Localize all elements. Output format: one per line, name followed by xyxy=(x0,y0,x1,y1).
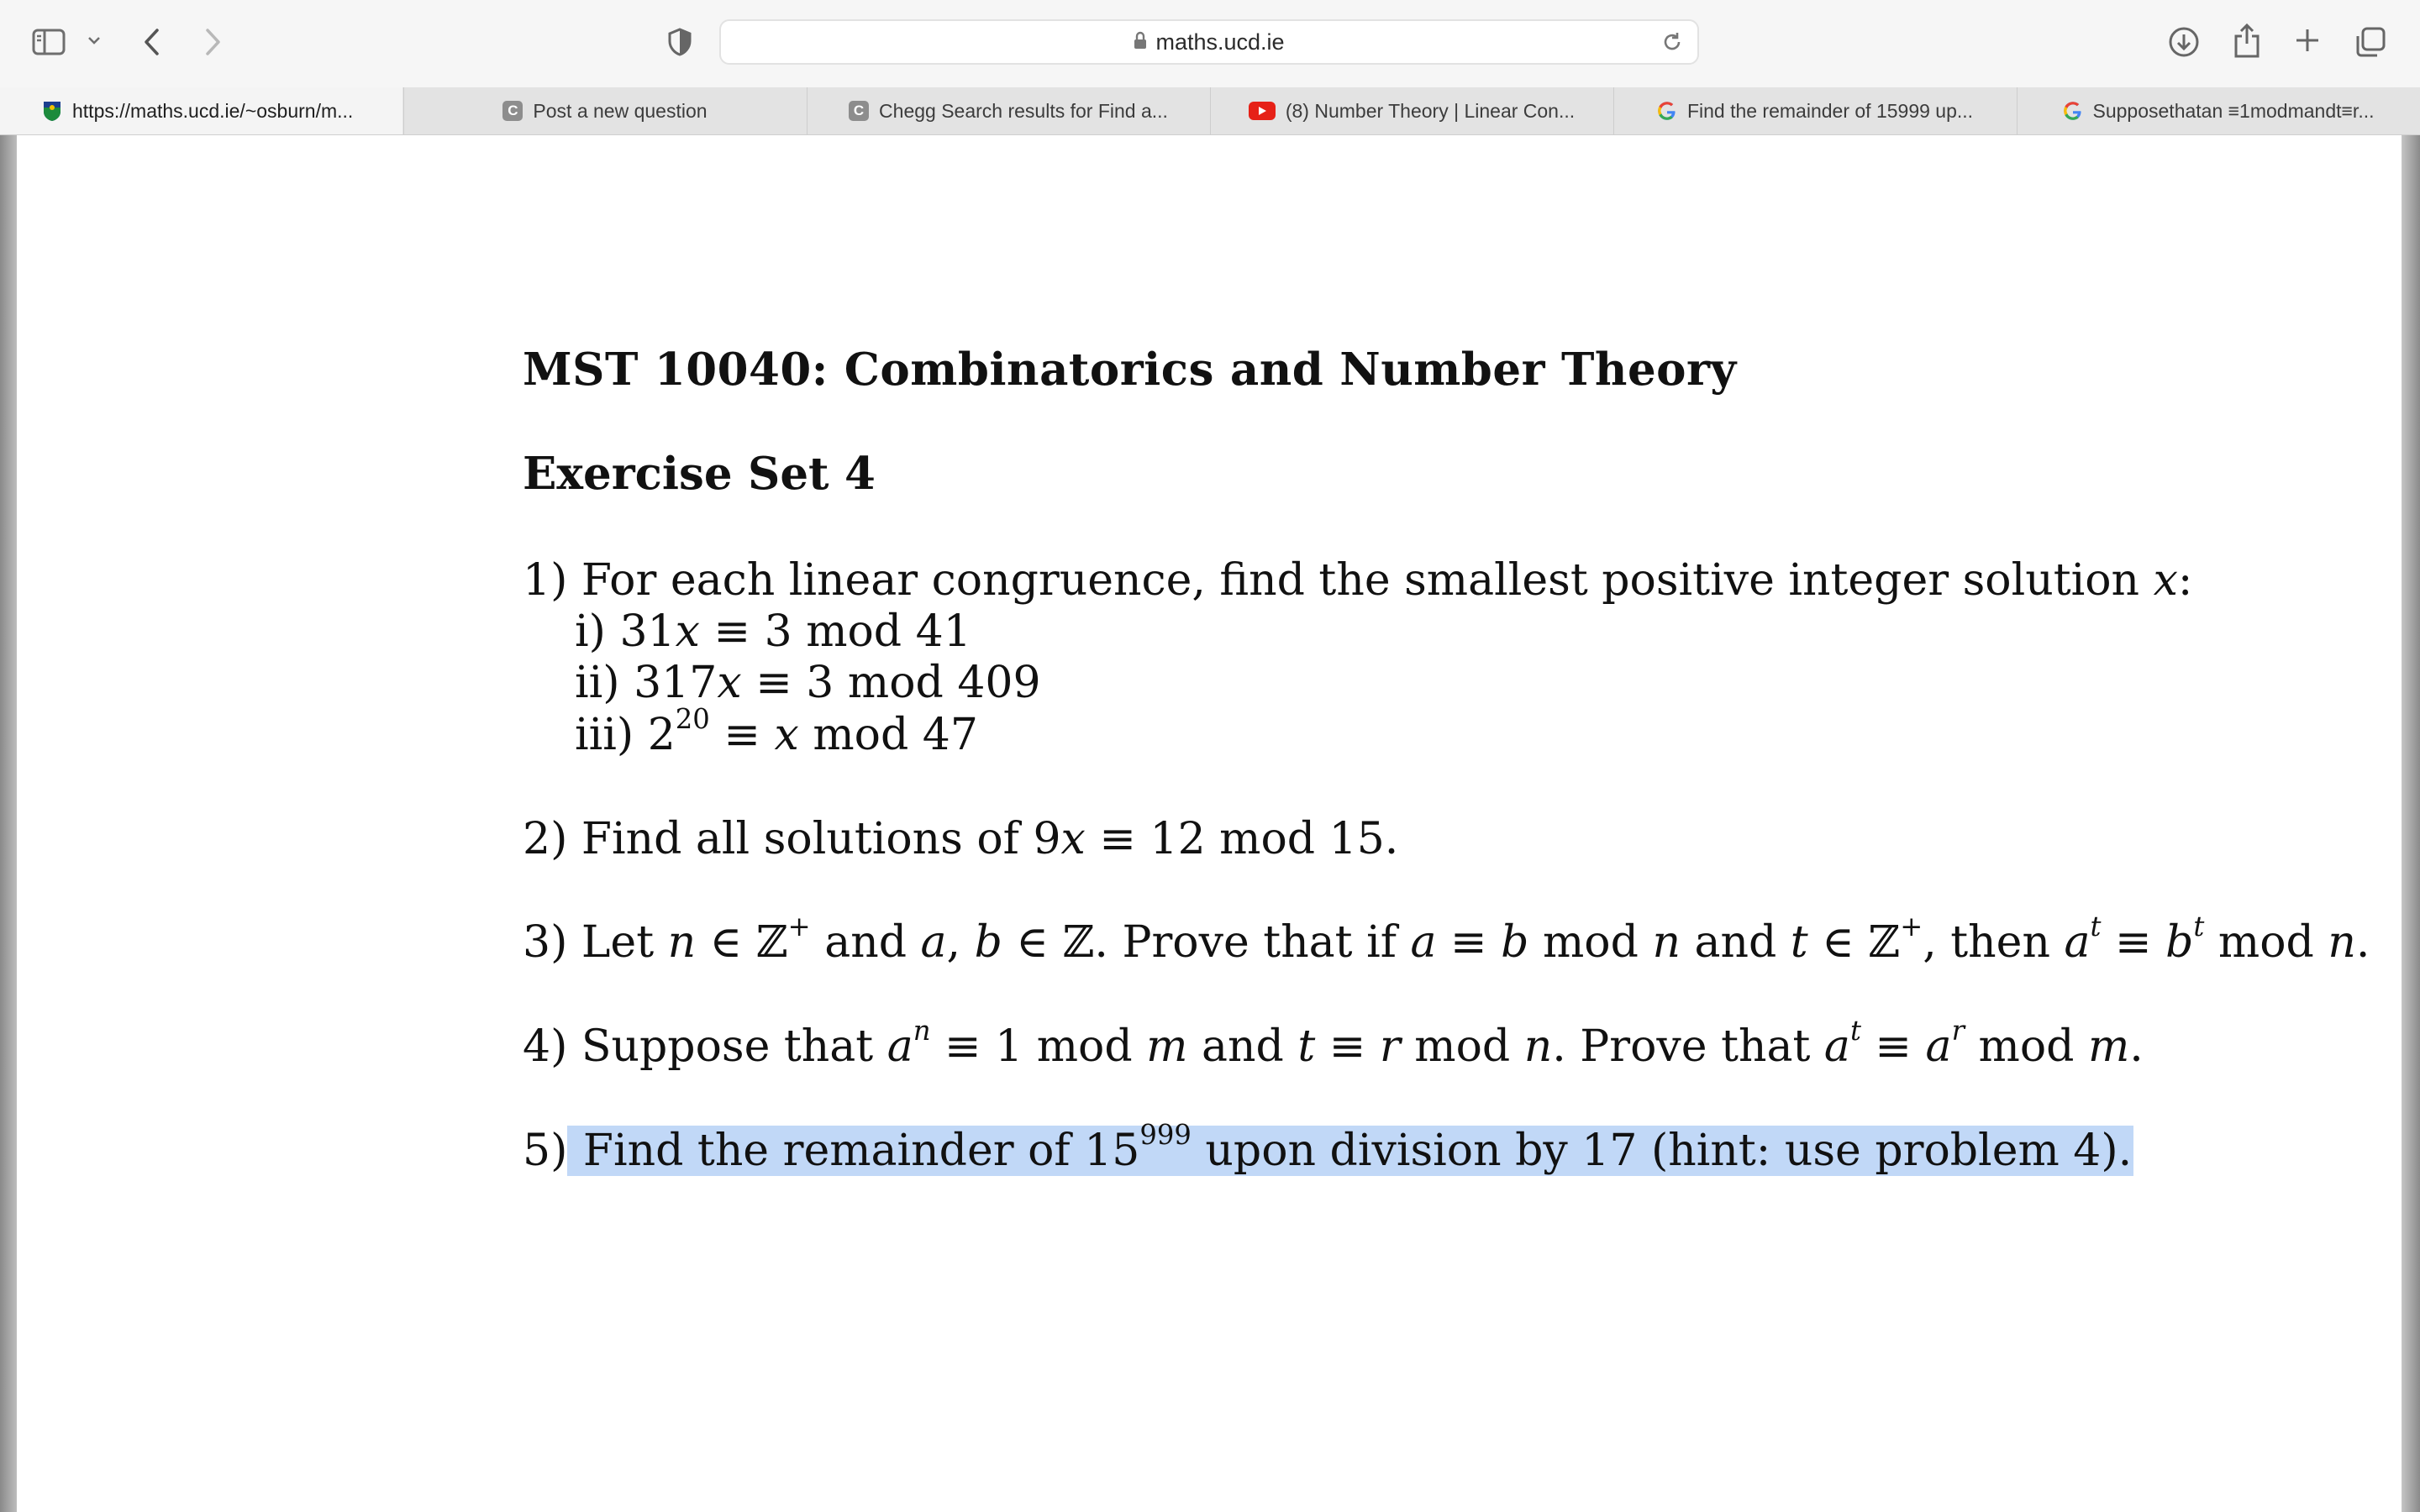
sidebar-icon[interactable] xyxy=(32,29,66,55)
tab-label: Chegg Search results for Find a... xyxy=(879,99,1168,122)
back-icon[interactable] xyxy=(141,27,163,57)
tab-ucd[interactable] xyxy=(0,87,402,134)
viewer-gutter-left xyxy=(0,135,17,1512)
problem-1-intro: 1) For each linear congruence, find the smallest positive integer solution x: xyxy=(523,555,2193,606)
chegg-favicon: C xyxy=(502,101,523,121)
tab-label: Supposethatan ≡1modmandt≡r... xyxy=(2092,99,2375,122)
problem-3: 3) Let n ∈ ℤ+ and a, b ∈ ℤ. Prove that if a ≡ b mod n and t ∈ ℤ+, then $a^t \equiv b^t$ mod n. xyxy=(523,910,2370,968)
document-subtitle: Exercise Set 4 xyxy=(523,448,876,500)
shield-icon[interactable] xyxy=(667,27,692,57)
tab-post-question[interactable] xyxy=(403,87,806,134)
lock-icon xyxy=(1134,29,1147,55)
problem-2: 2) Find all solutions of 9x ≡ 12 mod 15. xyxy=(523,814,1399,864)
viewer-gutter-right xyxy=(2402,135,2420,1512)
tab-label: https://maths.ucd.ie/~osburn/m... xyxy=(72,99,354,122)
address-bar[interactable] xyxy=(719,19,1699,65)
chegg-favicon: C xyxy=(849,101,869,121)
google-favicon xyxy=(2063,101,2083,121)
tab-label: (8) Number Theory | Linear Con... xyxy=(1285,99,1576,122)
ucd-favicon xyxy=(42,101,62,121)
tab-label: Find the remainder of 15999 up... xyxy=(1686,99,1974,122)
tab-bar xyxy=(0,87,2420,135)
tab-google-suppose[interactable] xyxy=(2017,87,2419,134)
reload-icon[interactable] xyxy=(1660,30,1684,58)
url-text: maths.ucd.ie xyxy=(1155,29,1285,55)
problem-4: 4) Suppose that $a^n \equiv 1$ mod m and t ≡ r mod n. Prove that $a^t \equiv a^r$ mod m. xyxy=(523,1014,2144,1072)
google-favicon xyxy=(1657,101,1677,121)
problem-1-iii: iii) $2^{20} \equiv x$ mod 47 xyxy=(575,702,978,760)
tab-chegg-search[interactable] xyxy=(807,87,1209,134)
problem-5: 5) Find the remainder of $15^{999}$ upon division by 17 (hint: use problem 4). xyxy=(523,1118,2133,1176)
youtube-favicon xyxy=(1249,102,1276,120)
tab-youtube[interactable] xyxy=(1210,87,1612,134)
problem-1-ii: ii) 317x ≡ 3 mod 409 xyxy=(575,658,1041,708)
new-tab-icon[interactable] xyxy=(2294,27,2321,54)
problem-1-i: i) 31x ≡ 3 mod 41 xyxy=(575,606,971,657)
share-icon[interactable] xyxy=(2233,22,2260,59)
tab-google-remainder[interactable] xyxy=(1613,87,2016,134)
chevron-down-icon[interactable] xyxy=(87,35,101,45)
document-title: MST 10040: Combinatorics and Number Theory xyxy=(523,344,1737,396)
download-icon[interactable] xyxy=(2168,26,2200,58)
tab-label: Post a new question xyxy=(533,99,708,122)
pdf-viewer[interactable] xyxy=(0,135,2420,1512)
selected-text-highlight[interactable]: Find the remainder of $15^{999}$ upon division by 17 (hint: use problem 4). xyxy=(567,1126,2133,1176)
forward-icon[interactable] xyxy=(202,27,224,57)
browser-toolbar xyxy=(0,0,2420,88)
tab-overview-icon[interactable] xyxy=(2354,26,2386,58)
